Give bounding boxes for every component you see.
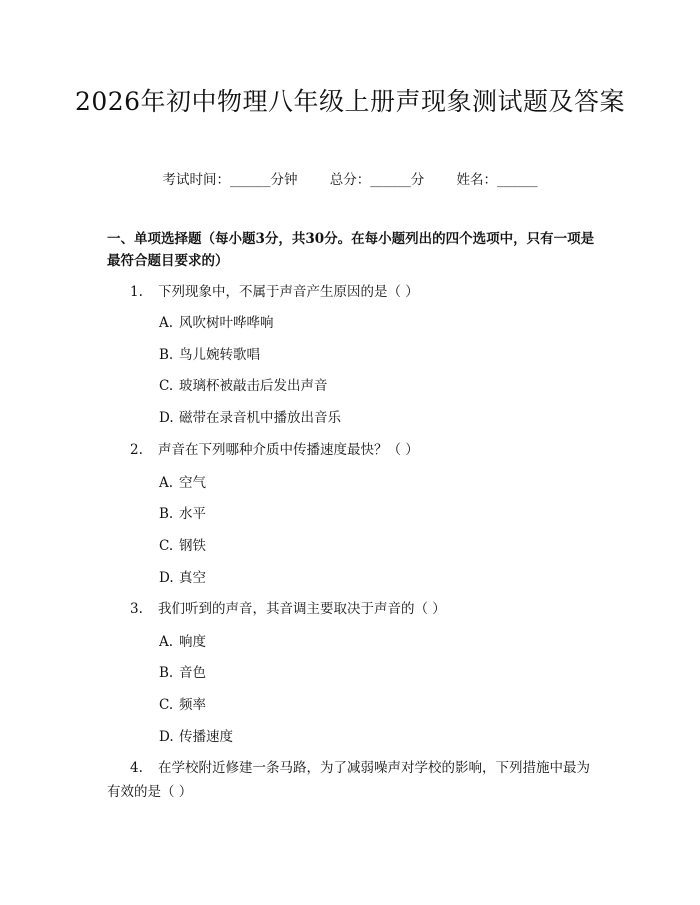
section-heading: 一、单项选择题（每小题3分，共30分。在每小题列出的四个选项中，只有一项是最符合题目要求的） xyxy=(107,231,595,269)
option-2d xyxy=(159,568,559,588)
option-1b xyxy=(159,345,559,365)
option-letter: A. xyxy=(159,475,174,491)
option-text: 磁带在录音机中播放出音乐 xyxy=(179,410,341,426)
question-1 xyxy=(130,280,600,304)
question-number: 3. xyxy=(130,601,143,617)
question-number: 1. xyxy=(130,284,143,300)
option-3c xyxy=(159,695,559,715)
option-1a xyxy=(159,313,559,333)
option-letter: A. xyxy=(159,634,174,650)
option-1d xyxy=(159,408,559,428)
option-letter: B. xyxy=(159,665,174,681)
option-letter: A. xyxy=(159,315,174,331)
option-letter: C. xyxy=(159,697,174,713)
option-text: 玻璃杯被敲击后发出声音 xyxy=(179,378,328,394)
option-text: 空气 xyxy=(179,475,206,491)
question-3 xyxy=(130,597,600,621)
option-letter: C. xyxy=(159,378,174,394)
option-text: 响度 xyxy=(179,634,206,650)
question-2 xyxy=(130,438,600,462)
option-letter: D. xyxy=(159,729,174,745)
option-text: 频率 xyxy=(179,697,206,713)
option-letter: B. xyxy=(159,506,174,522)
student-name-field: 姓名：______ xyxy=(456,172,538,188)
option-text: 传播速度 xyxy=(179,729,233,745)
option-3d xyxy=(159,727,559,747)
total-score-field: 总分：______分 xyxy=(329,172,425,188)
page-title: 2026年初中物理八年级上册声现象测试题及答案 xyxy=(74,87,626,116)
option-text: 水平 xyxy=(179,506,206,522)
option-letter: D. xyxy=(159,570,174,586)
option-letter: C. xyxy=(159,538,174,554)
question-number: 2. xyxy=(130,442,143,458)
exam-info xyxy=(0,168,700,188)
option-text: 真空 xyxy=(179,570,206,586)
option-2b xyxy=(159,504,559,524)
exam-time-field: 考试时间：______分钟 xyxy=(162,172,298,188)
question-number: 4. xyxy=(130,760,143,776)
option-2c xyxy=(159,536,559,556)
option-3b xyxy=(159,663,559,683)
option-1c xyxy=(159,376,559,396)
option-2a xyxy=(159,473,559,493)
option-letter: B. xyxy=(159,347,174,363)
question-4 xyxy=(107,756,602,804)
option-3a xyxy=(159,632,559,652)
option-text: 音色 xyxy=(179,665,206,681)
option-text: 钢铁 xyxy=(179,538,206,554)
option-text: 鸟儿婉转歌唱 xyxy=(179,347,260,363)
question-stem: 我们听到的声音，其音调主要取决于声音的（ ） xyxy=(158,601,446,617)
option-letter: D. xyxy=(159,410,174,426)
question-stem: 下列现象中，不属于声音产生原因的是（ ） xyxy=(158,284,419,300)
question-stem: 声音在下列哪种介质中传播速度最快？（ ） xyxy=(158,442,419,458)
option-text: 风吹树叶哗哗响 xyxy=(179,315,274,331)
question-stem: 在学校附近修建一条马路，为了减弱噪声对学校的影响，下列措施中最为有效的是（ ） xyxy=(107,760,590,800)
